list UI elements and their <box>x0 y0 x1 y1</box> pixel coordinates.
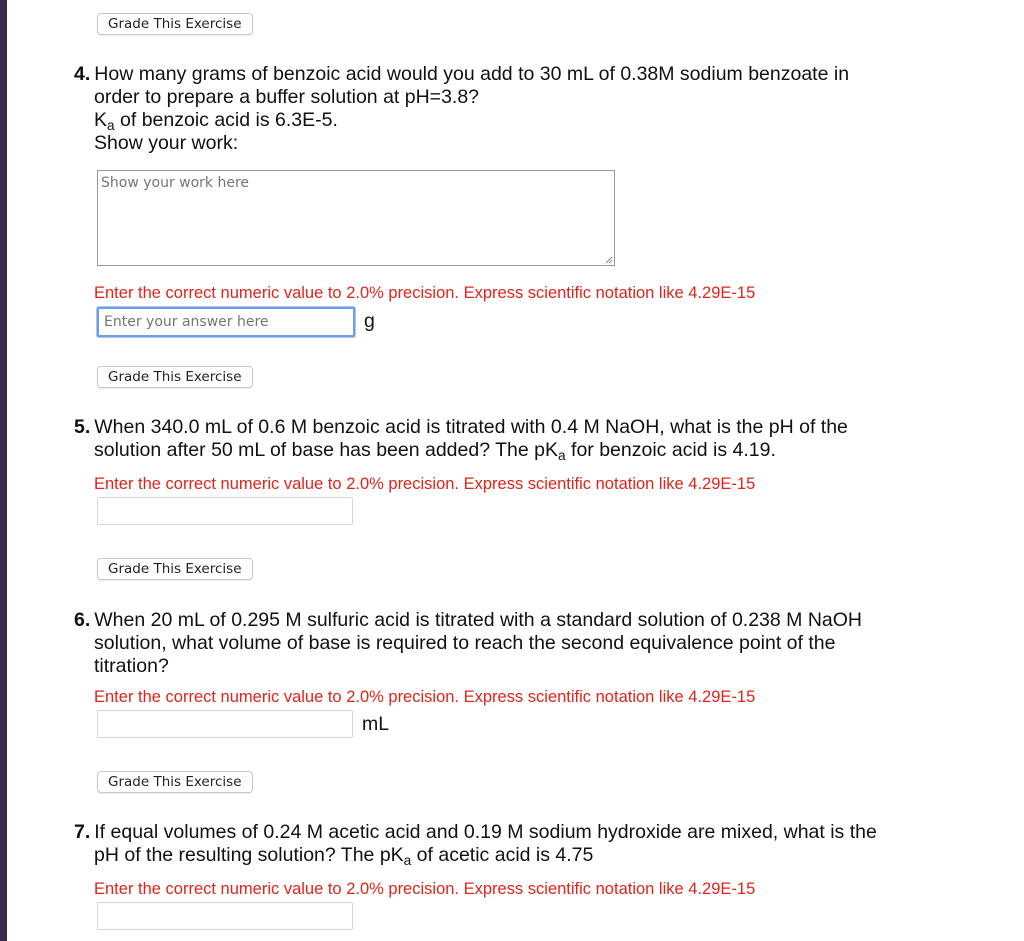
grade-button-q5[interactable]: Grade This Exercise <box>97 558 253 580</box>
grade-button-q4[interactable]: Grade This Exercise <box>97 366 253 388</box>
question-number: 5. <box>74 416 91 438</box>
ka-value-text: of benzoic acid is 6.3E-5. <box>114 109 338 131</box>
question-text-part: of acetic acid is 4.75 <box>411 844 594 866</box>
precision-hint: Enter the correct numeric value to 2.0% precision. Express scientific notation like 4.29E-15 <box>94 688 756 706</box>
pka-subscript: a <box>558 448 566 463</box>
question-text-line: solution, what volume of base is required to reach the second equivalence point of the <box>94 632 836 654</box>
question-6 <box>74 609 994 678</box>
question-text-line: If equal volumes of 0.24 M acetic acid and 0.19 M sodium hydroxide are mixed, what is the <box>94 821 877 843</box>
question-text-part: solution after 50 mL of base has been added? The pK <box>94 439 559 461</box>
question-number: 4. <box>74 63 91 85</box>
resize-grip-icon[interactable] <box>605 256 613 264</box>
ka-line <box>74 109 994 132</box>
unit-label: mL <box>362 713 390 735</box>
precision-hint: Enter the correct numeric value to 2.0% precision. Express scientific notation like 4.29E-15 <box>94 880 756 898</box>
answer-input-q4[interactable] <box>97 307 355 337</box>
pka-subscript: a <box>403 853 412 868</box>
question-text-line <box>74 439 994 462</box>
window-edge <box>0 0 7 941</box>
answer-input-q7[interactable] <box>97 902 353 930</box>
precision-hint: Enter the correct numeric value to 2.0% precision. Express scientific notation like 4.29E-15 <box>94 284 756 302</box>
question-5 <box>74 416 994 462</box>
question-7 <box>74 821 994 867</box>
precision-hint: Enter the correct numeric value to 2.0% precision. Express scientific notation like 4.29E-15 <box>94 475 756 493</box>
question-text-line: order to prepare a buffer solution at pH=3.8? <box>94 86 480 108</box>
question-text-line: When 20 mL of 0.295 M sulfuric acid is titrated with a standard solution of 0.238 M NaOH <box>94 609 863 631</box>
answer-input-q6[interactable] <box>97 710 353 738</box>
ka-subscript: a <box>107 118 115 133</box>
work-textarea[interactable] <box>97 170 615 266</box>
question-number: 7. <box>74 821 91 843</box>
grade-button-q6[interactable]: Grade This Exercise <box>97 771 253 793</box>
question-text-part: for benzoic acid is 4.19. <box>565 439 776 461</box>
ka-symbol: K <box>94 109 108 131</box>
question-text-part: pH of the resulting solution? The pK <box>94 844 404 866</box>
show-work-label: Show your work: <box>94 132 239 154</box>
question-4 <box>74 63 994 155</box>
question-text-line: When 340.0 mL of 0.6 M benzoic acid is titrated with 0.4 M NaOH, what is the pH of the <box>94 416 848 438</box>
question-number: 6. <box>74 609 91 631</box>
unit-label: g <box>364 310 375 332</box>
question-text-line <box>74 844 994 867</box>
answer-input-q5[interactable] <box>97 497 353 525</box>
question-text-line: How many grams of benzoic acid would you add to 30 mL of 0.38M sodium benzoate in <box>94 63 850 85</box>
question-text-line: titration? <box>94 655 169 677</box>
grade-button-q3[interactable]: Grade This Exercise <box>97 13 253 35</box>
